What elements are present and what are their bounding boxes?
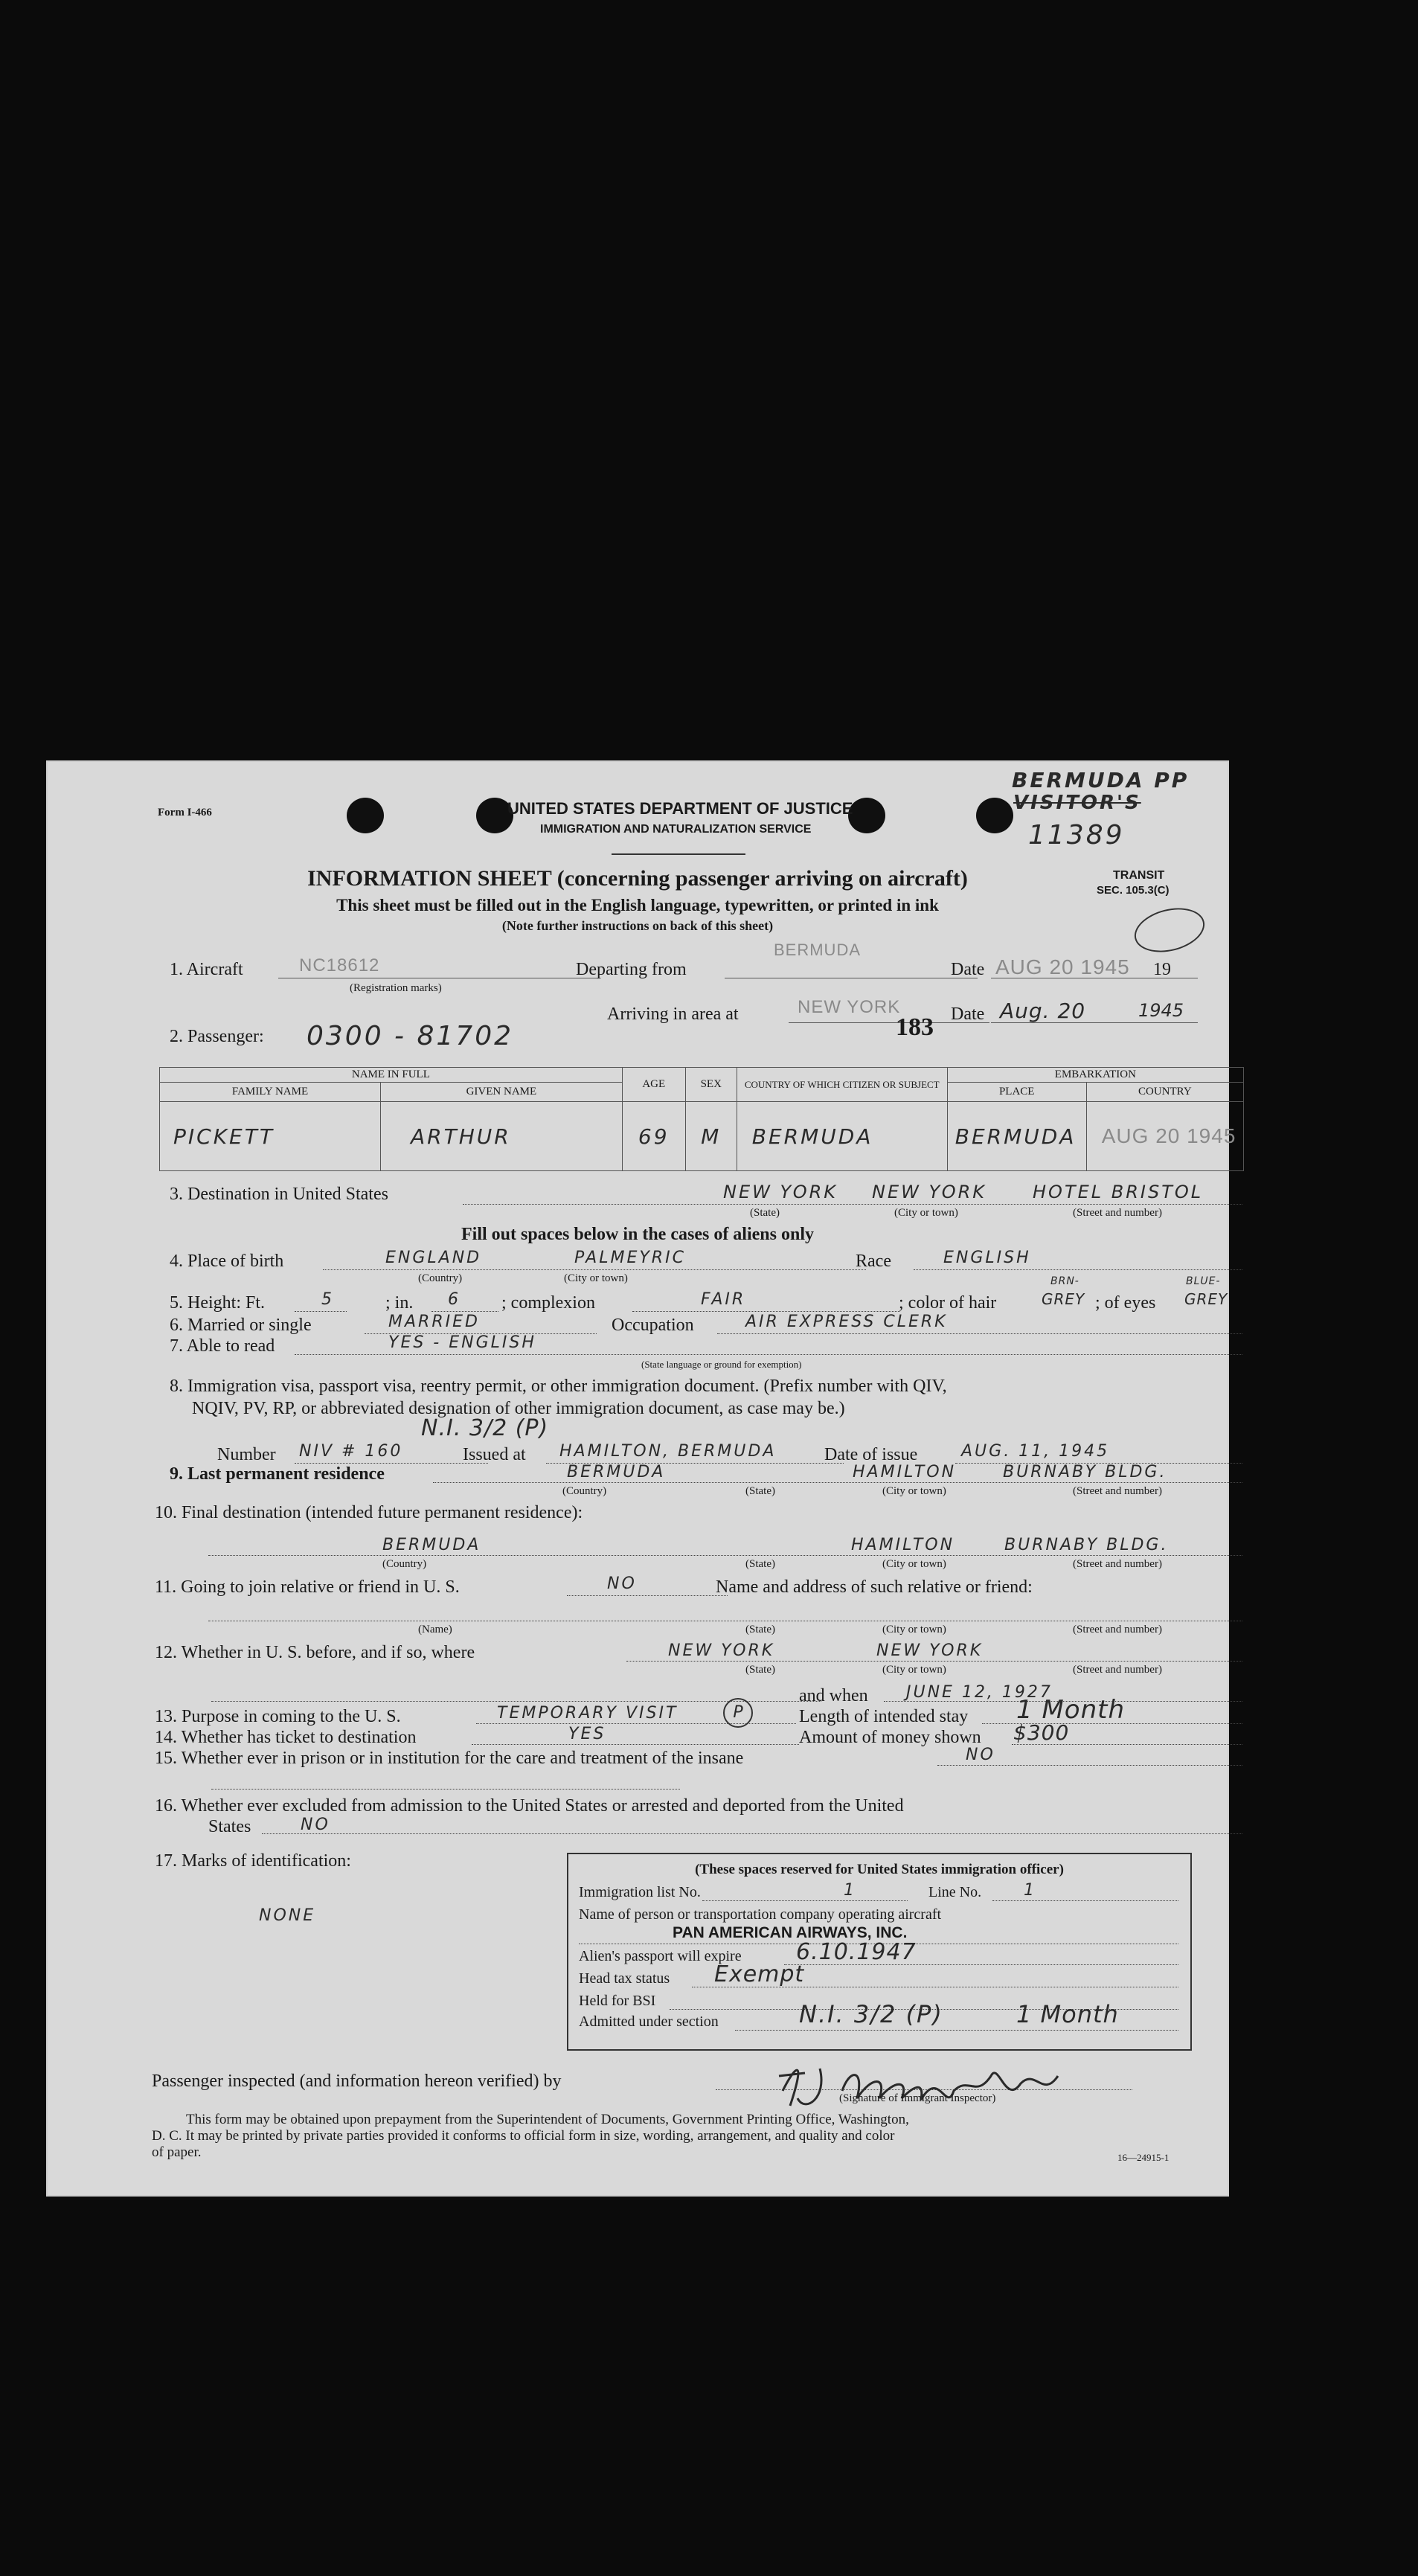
aircraft-value: NC18612 xyxy=(299,955,380,975)
final-country: BERMUDA xyxy=(382,1536,481,1554)
company-value: PAN AMERICAN AIRWAYS, INC. xyxy=(673,1924,908,1941)
officer-box xyxy=(567,1853,1192,2051)
caption-state: (State) xyxy=(745,1485,775,1497)
aliens-heading: Fill out spaces below in the cases of aliens only xyxy=(461,1225,814,1244)
stay-label: Length of intended stay xyxy=(799,1707,969,1726)
destination-state: NEW YORK xyxy=(723,1182,838,1202)
final-street: BURNABY BLDG. xyxy=(1004,1536,1169,1554)
final-destination-line xyxy=(208,1555,1242,1556)
hair-label: ; color of hair xyxy=(899,1293,997,1313)
money-label: Amount of money shown xyxy=(799,1728,981,1747)
eyes-label: ; of eyes xyxy=(1095,1293,1156,1313)
excluded-states-label: States xyxy=(208,1817,251,1836)
arriving-value: NEW YORK xyxy=(798,997,901,1017)
footer-line3: of paper. xyxy=(152,2144,202,2160)
document-number-line xyxy=(295,1463,488,1464)
date-label: Date xyxy=(951,960,985,979)
form-title: INFORMATION SHEET (concerning passenger arriving on aircraft) xyxy=(307,866,968,891)
company-label: Name of person or transportation company operating aircraft xyxy=(579,1906,942,1923)
place-cell: BERMUDA xyxy=(947,1102,1086,1171)
passport-label: Alien's passport will expire xyxy=(579,1948,742,1964)
date2-label: Date xyxy=(951,1005,985,1024)
place-header: PLACE xyxy=(947,1083,1086,1102)
age-header: AGE xyxy=(622,1068,685,1102)
date2-line xyxy=(991,1022,1198,1023)
destination-city: NEW YORK xyxy=(872,1182,987,1202)
line-label: Line No. xyxy=(928,1884,982,1900)
occupation-label: Occupation xyxy=(612,1316,694,1335)
birth-country: ENGLAND xyxy=(385,1249,482,1267)
purpose-mark: P xyxy=(723,1698,753,1728)
occupation-value: AIR EXPRESS CLERK xyxy=(745,1313,948,1331)
money-value: $300 xyxy=(1013,1720,1070,1745)
caption-state: (State) xyxy=(745,1624,775,1635)
date2-value: Aug. 20 xyxy=(1000,999,1086,1023)
join-label: 11. Going to join relative or friend in U. S. xyxy=(155,1577,460,1597)
date2-suffix: 1945 xyxy=(1138,1000,1184,1021)
bsi-label: Held for BSI xyxy=(579,1993,656,2009)
issued-value: HAMILTON, BERMUDA xyxy=(559,1442,777,1461)
height-ft: 5 xyxy=(321,1290,334,1309)
family-header: FAMILY NAME xyxy=(160,1083,381,1102)
destination-label: 3. Destination in United States xyxy=(170,1185,388,1204)
residence-street: BURNABY BLDG. xyxy=(1003,1463,1167,1481)
inspected-label: Passenger inspected (and information hereon verified) by xyxy=(152,2072,562,2091)
complexion-label: ; complexion xyxy=(501,1293,595,1313)
caption-city: (City or town) xyxy=(894,1207,958,1219)
ticket-label: 14. Whether has ticket to destination xyxy=(155,1728,417,1747)
country-cell: AUG 20 1945 xyxy=(1086,1102,1243,1171)
before-state: NEW YORK xyxy=(668,1641,775,1660)
caption-state: (State) xyxy=(745,1558,775,1570)
excluded-value: NO xyxy=(301,1816,330,1834)
hair-value: GREY xyxy=(1042,1290,1085,1308)
passport-value: 6.10.1947 xyxy=(796,1939,917,1965)
punch-hole xyxy=(347,798,384,833)
departing-value: BERMUDA xyxy=(774,941,862,959)
ticket-value: YES xyxy=(568,1725,606,1743)
in-label: ; in. xyxy=(385,1293,414,1313)
complexion-value: FAIR xyxy=(701,1290,746,1309)
complexion-line xyxy=(632,1311,900,1312)
prison-line xyxy=(937,1765,1242,1766)
caption-name: (Name) xyxy=(418,1624,452,1635)
height-label: 5. Height: Ft. xyxy=(170,1293,266,1313)
destination-street: HOTEL BRISTOL xyxy=(1033,1182,1204,1202)
line-line xyxy=(992,1900,1178,1901)
race-label: Race xyxy=(856,1252,891,1271)
prison-line-2 xyxy=(211,1789,680,1790)
birth-city: PALMEYRIC xyxy=(574,1249,686,1267)
form-note: (Note further instructions on back of this sheet) xyxy=(501,918,774,933)
caption-country: (Country) xyxy=(382,1558,427,1570)
aircraft-label: 1. Aircraft xyxy=(170,960,243,979)
item8-text1: 8. Immigration visa, passport visa, reentry permit, or other immigration document. (Prefix number with QIV, xyxy=(170,1377,947,1396)
form-number: Form I-466 xyxy=(158,807,212,818)
prison-label: 15. Whether ever in prison or in institution for the care and treatment of the insane xyxy=(155,1749,744,1768)
form-sheet xyxy=(46,760,1236,2197)
marks-label: 17. Marks of identification: xyxy=(155,1851,351,1871)
join-value: NO xyxy=(607,1574,637,1593)
residence-city: HAMILTON xyxy=(853,1463,957,1481)
transit-label: TRANSIT xyxy=(1113,869,1165,882)
issue-date-label: Date of issue xyxy=(824,1445,918,1464)
document-annotation: N.I. 3/2 (P) xyxy=(421,1415,549,1441)
aircraft-caption: (Registration marks) xyxy=(350,982,442,994)
date-suffix: 19 xyxy=(1153,960,1171,979)
family-cell: PICKETT xyxy=(160,1102,381,1171)
caption-state: (State) xyxy=(745,1664,775,1676)
name-header: NAME IN FULL xyxy=(160,1068,623,1083)
list-label: Immigration list No. xyxy=(579,1884,701,1900)
passenger-label: 2. Passenger: xyxy=(170,1027,264,1046)
citizen-cell: BERMUDA xyxy=(737,1102,947,1171)
section-value: N.I. 3/2 (P) xyxy=(799,2000,943,2028)
final-destination-label: 10. Final destination (intended future permanent residence): xyxy=(155,1503,583,1522)
prison-value: NO xyxy=(966,1746,995,1764)
relative-label: Name and address of such relative or friend: xyxy=(716,1577,1033,1597)
height-in: 6 xyxy=(448,1290,461,1309)
caption-city: (City or town) xyxy=(882,1485,946,1497)
race-line xyxy=(914,1269,1242,1270)
caption-street: (Street and number) xyxy=(1073,1485,1162,1497)
service-title: IMMIGRATION AND NATURALIZATION SERVICE xyxy=(540,823,812,836)
given-cell: ARTHUR xyxy=(381,1102,623,1171)
annotation-number: 11389 xyxy=(1028,820,1125,850)
birth-label: 4. Place of birth xyxy=(170,1252,284,1271)
read-label: 7. Able to read xyxy=(170,1336,275,1356)
married-label: 6. Married or single xyxy=(170,1316,312,1335)
punch-hole xyxy=(848,798,885,833)
caption-state: (State) xyxy=(750,1207,780,1219)
officer-box-title: (These spaces reserved for United States immigration officer) xyxy=(695,1862,1064,1877)
caption-street: (Street and number) xyxy=(1073,1624,1162,1635)
purpose-value: TEMPORARY VISIT xyxy=(497,1704,678,1723)
document-number: NIV # 160 xyxy=(299,1442,403,1461)
given-header: GIVEN NAME xyxy=(381,1083,623,1102)
form-subtitle: This sheet must be filled out in the English language, typewritten, or printed in ink xyxy=(336,896,939,914)
tax-value: Exempt xyxy=(714,1961,805,1987)
sex-header: SEX xyxy=(685,1068,737,1102)
ft-line xyxy=(295,1311,347,1312)
residence-line xyxy=(433,1482,1242,1483)
ticket-line xyxy=(472,1744,799,1745)
issued-label: Issued at xyxy=(463,1445,526,1464)
caption-street: (Street and number) xyxy=(1073,1207,1162,1219)
issue-date: AUG. 11, 1945 xyxy=(961,1442,1110,1461)
destination-line xyxy=(463,1204,1242,1205)
age-cell: 69 xyxy=(622,1102,685,1171)
excluded-text: 16. Whether ever excluded from admission to the United States or arrested and deported from the United xyxy=(155,1796,904,1816)
before-city: NEW YORK xyxy=(876,1641,984,1660)
document-number-label: Number xyxy=(217,1445,276,1464)
arriving-number: 183 xyxy=(896,1013,934,1041)
footer-line2: D. C. It may be printed by private parties provided it conforms to official form in size, wording, arrangement, and quality and color xyxy=(152,2128,895,2144)
form-code: 16—24915-1 xyxy=(1117,2152,1170,2163)
stay-value: 1 Month xyxy=(1016,1695,1126,1725)
purpose-label: 13. Purpose in coming to the U. S. xyxy=(155,1707,401,1726)
in-line xyxy=(432,1311,498,1312)
caption-city: (City or town) xyxy=(882,1624,946,1635)
list-line xyxy=(702,1900,908,1901)
passenger-table xyxy=(159,1067,1244,1171)
final-city: HAMILTON xyxy=(851,1536,955,1554)
arriving-label: Arriving in area at xyxy=(607,1005,739,1024)
before-label: 12. Whether in U. S. before, and if so, where xyxy=(155,1643,475,1662)
agency-title: UNITED STATES DEPARTMENT OF JUSTICE xyxy=(507,799,853,818)
birth-line xyxy=(323,1269,866,1270)
read-value: YES - ENGLISH xyxy=(388,1333,536,1352)
residence-country: BERMUDA xyxy=(567,1463,666,1481)
annotation-top: BERMUDA PP xyxy=(1012,768,1190,792)
married-value: MARRIED xyxy=(388,1313,480,1331)
hair-top: BRN- xyxy=(1050,1275,1079,1287)
caption-street: (Street and number) xyxy=(1073,1664,1162,1676)
footer-line1: This form may be obtained upon prepayment from the Superintendent of Documents, Government Printing Office, Washington, xyxy=(186,2112,909,2127)
excluded-line xyxy=(262,1833,1242,1834)
departing-label: Departing from xyxy=(576,960,687,979)
eyes-top: BLUE- xyxy=(1186,1275,1221,1287)
section-label: Admitted under section xyxy=(579,2013,719,2030)
annotation-struck: VISITOR'S xyxy=(1013,792,1141,814)
caption-city: (City or town) xyxy=(564,1272,628,1284)
section-line xyxy=(735,2030,1178,2031)
section-extra: 1 Month xyxy=(1016,2000,1119,2028)
date-stamp: AUG 20 1945 xyxy=(995,955,1130,978)
occupation-line xyxy=(717,1333,1242,1334)
item8-text2: NQIV, PV, RP, or abbreviated designation of other immigration document, as case may be.) xyxy=(192,1399,845,1418)
list-value: 1 xyxy=(844,1881,856,1900)
sex-cell: M xyxy=(685,1102,737,1171)
caption-country: (Country) xyxy=(562,1485,607,1497)
before-line xyxy=(626,1661,1242,1662)
line-value: 1 xyxy=(1024,1881,1036,1900)
residence-label: 9. Last permanent residence xyxy=(170,1464,385,1484)
signature-caption: (Signature of Immigrant Inspector) xyxy=(839,2092,996,2104)
tax-label: Head tax status xyxy=(579,1970,670,1987)
country-header: COUNTRY OF WHICH CITIZEN OR SUBJECT xyxy=(737,1068,947,1102)
caption-city: (City or town) xyxy=(882,1664,946,1676)
caption-street: (Street and number) xyxy=(1073,1558,1162,1570)
when-value: JUNE 12, 1927 xyxy=(906,1683,1053,1702)
caption-country: (Country) xyxy=(418,1272,463,1284)
read-line xyxy=(295,1354,1242,1355)
eyes-value: GREY xyxy=(1184,1290,1228,1308)
header-rule xyxy=(612,853,745,855)
when-label: and when xyxy=(799,1686,868,1705)
inspector-signature xyxy=(775,2046,1088,2118)
caption-city: (City or town) xyxy=(882,1558,946,1570)
embarkation-header: EMBARKATION xyxy=(947,1068,1243,1083)
passenger-number: 0300 - 81702 xyxy=(307,1021,514,1051)
join-line xyxy=(567,1595,728,1596)
race-value: ENGLISH xyxy=(943,1249,1031,1267)
read-caption: (State language or ground for exemption) xyxy=(641,1359,802,1370)
transit-section: SEC. 105.3(C) xyxy=(1097,884,1170,897)
country2-header: COUNTRY xyxy=(1086,1083,1243,1102)
marks-value: NONE xyxy=(259,1906,316,1925)
punch-hole xyxy=(976,798,1013,833)
